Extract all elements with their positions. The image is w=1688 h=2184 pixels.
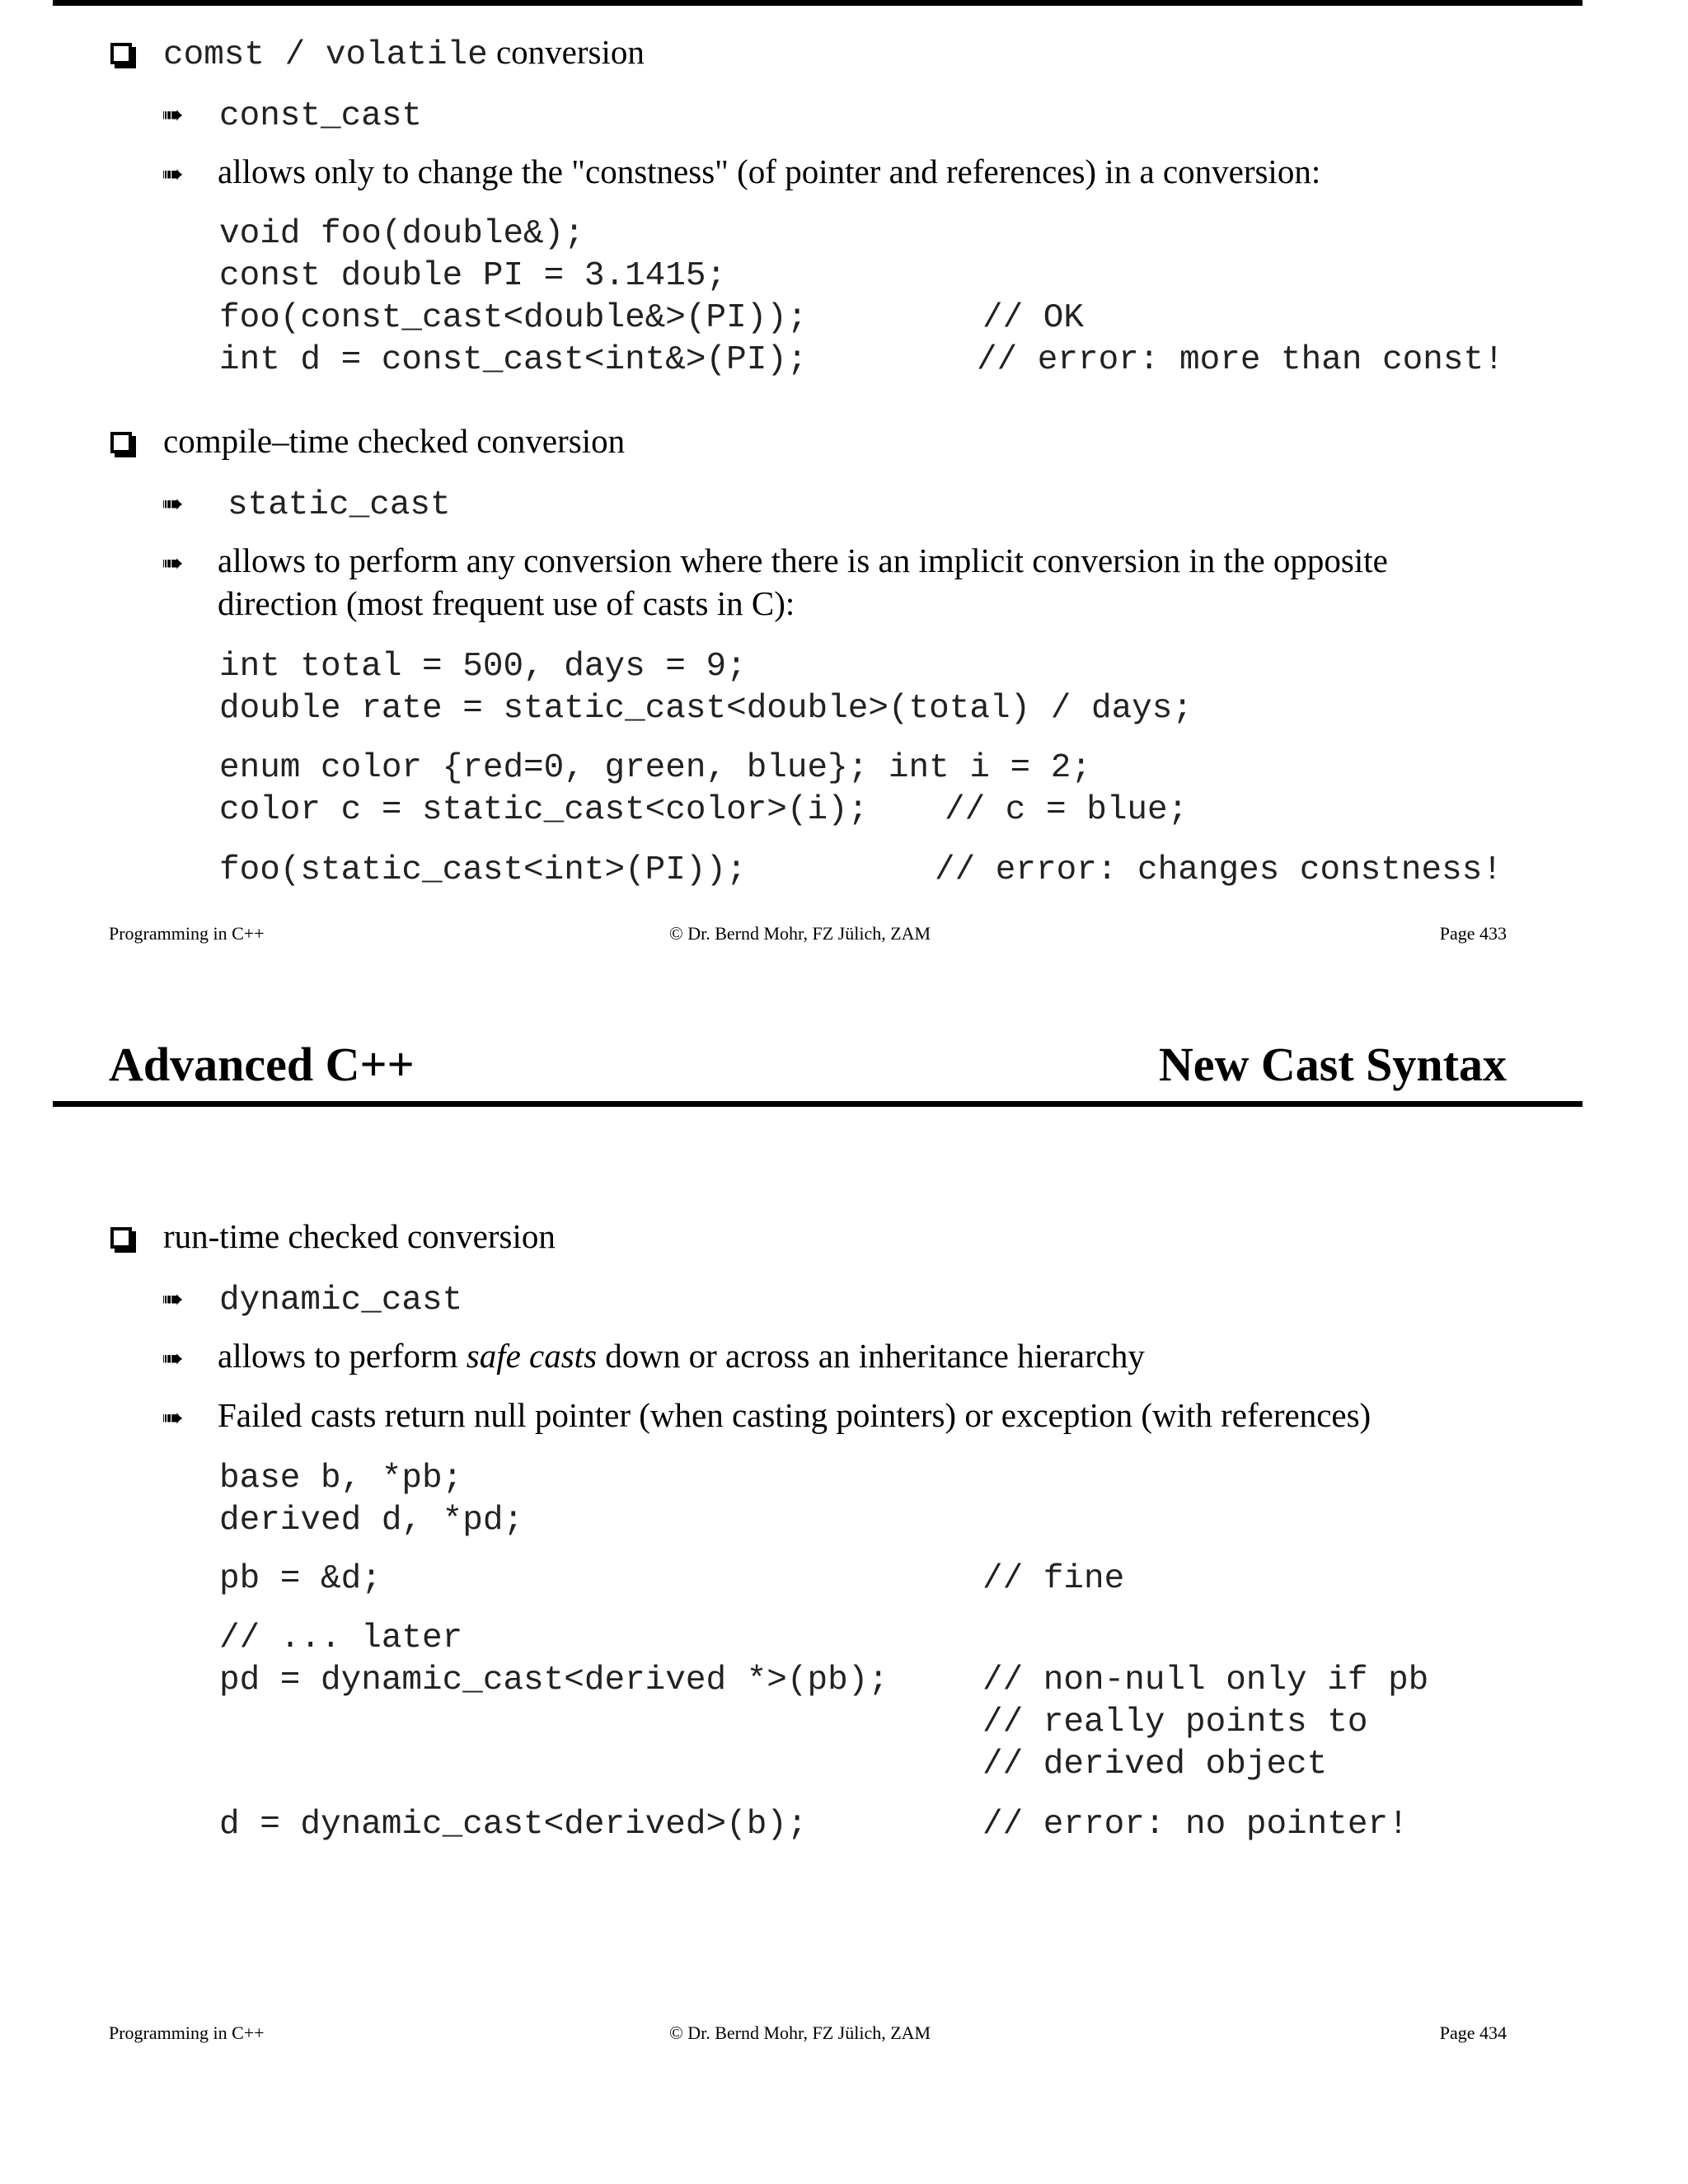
- code-line: const double PI = 3.1415;: [219, 257, 727, 295]
- top-rule: [53, 0, 1582, 6]
- code-line: void foo(double&);: [219, 215, 584, 253]
- failed-casts-description: Failed casts return null pointer (when casting pointers) or exception (with references): [218, 1396, 1372, 1434]
- desc-post: down or across an inheritance hierarchy: [597, 1337, 1145, 1375]
- footer-center: © Dr. Bernd Mohr, FZ Jülich, ZAM: [669, 923, 931, 944]
- code-line: enum color {red=0, green, blue}; int i = 2;: [219, 749, 1091, 787]
- footer-left: Programming in C++: [109, 2022, 265, 2043]
- square-bullet-icon: [110, 43, 132, 64]
- code-comment: // error: more than const!: [977, 341, 1504, 379]
- static-cast-keyword: static_cast: [227, 486, 451, 524]
- code-comment: // OK: [982, 299, 1085, 337]
- square-bullet-icon: [110, 432, 132, 453]
- code-line: foo(const_cast<double&>(PI));: [219, 299, 808, 337]
- code-line: derived d, *pd;: [219, 1502, 524, 1540]
- code-comment: // derived object: [982, 1746, 1328, 1783]
- dynamic-cast-keyword: dynamic_cast: [219, 1282, 463, 1319]
- code-line: base b, *pb;: [219, 1460, 463, 1497]
- section-title-compile-time: compile–time checked conversion: [163, 422, 626, 460]
- const-cast-description: allows only to change the "constness" (of pointer and references) in a conversion:: [218, 152, 1321, 190]
- header-right-title: New Cast Syntax: [1158, 1038, 1507, 1091]
- code-comment: // really points to: [982, 1704, 1368, 1741]
- code-line: int total = 500, days = 9;: [219, 648, 747, 686]
- desc-emphasis: safe casts: [466, 1337, 598, 1375]
- code-comment: // non-null only if pb: [982, 1661, 1429, 1699]
- dynamic-cast-description: [218, 1335, 1145, 1377]
- code-line: pd = dynamic_cast<derived *>(pb);: [219, 1661, 889, 1699]
- header-rule: [53, 1101, 1582, 1107]
- section-title-const-volatile: [163, 31, 645, 77]
- arrow-bullet-icon: ➠: [162, 547, 184, 579]
- header-left-title: Advanced C++: [109, 1038, 415, 1091]
- section-title-run-time: run-time checked conversion: [163, 1217, 556, 1255]
- arrow-bullet-icon: ➠: [162, 158, 184, 190]
- slash: /: [265, 36, 326, 74]
- conversion-label: conversion: [495, 33, 645, 71]
- square-bullet-icon: [110, 1227, 132, 1249]
- code-comment: // c = blue;: [945, 791, 1189, 829]
- code-comment: // fine: [982, 1560, 1125, 1598]
- arrow-bullet-icon: ➠: [162, 99, 184, 130]
- footer-left: Programming in C++: [109, 923, 265, 944]
- footer-center: © Dr. Bernd Mohr, FZ Jülich, ZAM: [669, 2022, 931, 2043]
- static-cast-description-line1: allows to perform any conversion where there is an implicit conversion in the opposite: [218, 541, 1388, 579]
- mono-comst: comst: [163, 36, 265, 74]
- footer-right: Page 434: [1439, 2022, 1507, 2043]
- desc-pre: allows to perform: [218, 1337, 467, 1375]
- arrow-bullet-icon: ➠: [162, 488, 184, 519]
- code-line: // ... later: [219, 1619, 463, 1657]
- arrow-bullet-icon: ➠: [162, 1402, 184, 1433]
- arrow-bullet-icon: ➠: [162, 1283, 184, 1315]
- mono-volatile: volatile: [325, 36, 488, 74]
- code-line: color c = static_cast<color>(i);: [219, 791, 869, 829]
- code-line: d = dynamic_cast<derived>(b);: [219, 1806, 808, 1844]
- code-line: double rate = static_cast<double>(total) / days;: [219, 690, 1193, 728]
- code-line: int d = const_cast<int&>(PI);: [219, 341, 808, 379]
- footer-right: Page 433: [1439, 923, 1507, 944]
- const-cast-keyword: const_cast: [219, 97, 423, 135]
- code-comment: // error: no pointer!: [982, 1806, 1409, 1844]
- code-line: foo(static_cast<int>(PI));: [219, 851, 747, 889]
- arrow-bullet-icon: ➠: [162, 1343, 184, 1374]
- code-comment: // error: changes constness!: [935, 851, 1503, 889]
- code-line: pb = &d;: [219, 1560, 382, 1598]
- static-cast-description-line2: direction (most frequent use of casts in C):: [218, 584, 795, 622]
